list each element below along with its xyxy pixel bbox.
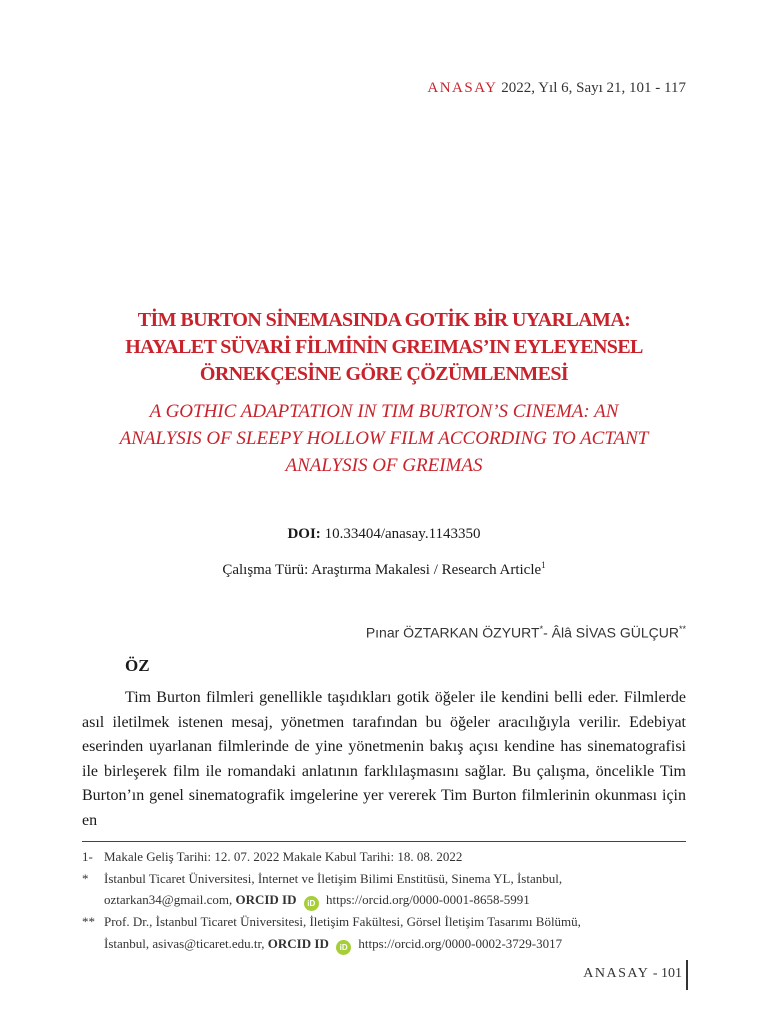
author-line [366,624,686,641]
author-1-email[interactable]: oztarkan34@gmail.com, [104,892,233,907]
footnote-mark: ** [82,914,95,929]
author-1-mark: * [539,624,544,634]
footnotes [82,846,686,955]
orcid-icon: iD [304,896,319,911]
running-header [427,80,686,97]
citation-info: 2022, Yıl 6, Sayı 21, 101 - 117 [501,80,686,96]
footnote-mark: 1- [82,849,93,864]
orcid-link[interactable]: https://orcid.org/0000-0001-8658-5991 [326,892,530,907]
footnote-divider [82,841,686,842]
work-type [0,560,768,579]
journal-name: ANASAY [427,80,498,96]
title-en-line: ANALYSIS OF SLEEPY HOLLOW FILM ACCORDING TO ACTANT [119,428,649,449]
article-title-english [60,398,708,479]
footnote-1 [82,846,686,868]
title-en-line: A GOTHIC ADAPTATION IN TIM BURTON’S CINEMA: AN [149,401,619,422]
title-tr-line: TİM BURTON SİNEMASINDA GOTİK BİR UYARLAMA: [137,309,631,331]
doi-value[interactable]: 10.33404/anasay.1143350 [324,526,481,542]
orcid-label: ORCID ID [267,935,329,951]
work-type-text: Çalışma Türü: Araştırma Makalesi / Research Article [222,562,542,578]
author-2-mark: ** [678,624,686,634]
orcid-link[interactable]: https://orcid.org/0000-0002-3729-3017 [358,935,563,951]
abstract-heading: ÖZ [125,656,150,675]
doi-label: DOI: [287,526,321,542]
footnote-affiliation: İstanbul Ticaret Üniversitesi, İnternet ve İletişim Bilimi Enstitüsü, Sinema YL, İstanbul, [104,870,563,886]
title-tr-line: HAYALET SÜVARİ FİLMİNİN GREIMAS’IN EYLEYENSEL [125,336,643,358]
author-separator: - [543,624,552,641]
author-2: Âlâ SİVAS GÜLÇUR [551,624,679,641]
footnote-affiliation: Prof. Dr., İstanbul Ticaret Üniversitesi, İletişim Fakültesi, Görsel İletişim Tasarımı Bölümü, [104,914,581,929]
doi-line [0,526,768,543]
abstract-paragraph: Tim Burton filmleri genellikle taşıdıkları gotik öğeler ile kendini belli eder. Filmlerde asıl iletilmek istenen mesaj, yönetmen tarafından bu öğeler aracılığıyla verilir. Edebiyat eserinden uyarlanan filmlerinde de yine yönetmenin bakış açısı kendine has sinematografisi ile birleşerek film ile romandaki anlatının farklılaşmasını sağlar. Bu çalışma, öncelikle Tim Burton’ın genel sinematografik imgelerine yer vererek Tim Burton filmlerinin okunması için en [82,689,686,829]
page-number: - 101 [652,966,682,981]
footer-divider [686,960,688,990]
author-1: Pınar ÖZTARKAN ÖZYURT [365,624,540,641]
footnote-text: Makale Geliş Tarihi: 12. 07. 2022 Makale Kabul Tarihi: 18. 08. 2022 [104,849,463,864]
page-footer [583,966,682,982]
article-title-turkish [60,307,708,388]
orcid-label: ORCID ID [235,892,297,907]
footnote-mark: * [82,870,89,886]
orcid-icon: iD [336,940,351,955]
title-en-line: ANALYSIS OF GREIMAS [285,455,483,476]
author-2-email[interactable]: İstanbul, asivas@ticaret.edu.tr, [104,935,265,951]
footnote-3 [82,911,686,955]
footer-journal: ANASAY [583,966,650,981]
footnote-2 [82,868,686,912]
work-type-footnote-ref: 1 [541,560,546,570]
title-tr-line: ÖRNEKÇESİNE GÖRE ÇÖZÜMLENMESİ [199,363,569,385]
abstract-body [82,686,686,833]
